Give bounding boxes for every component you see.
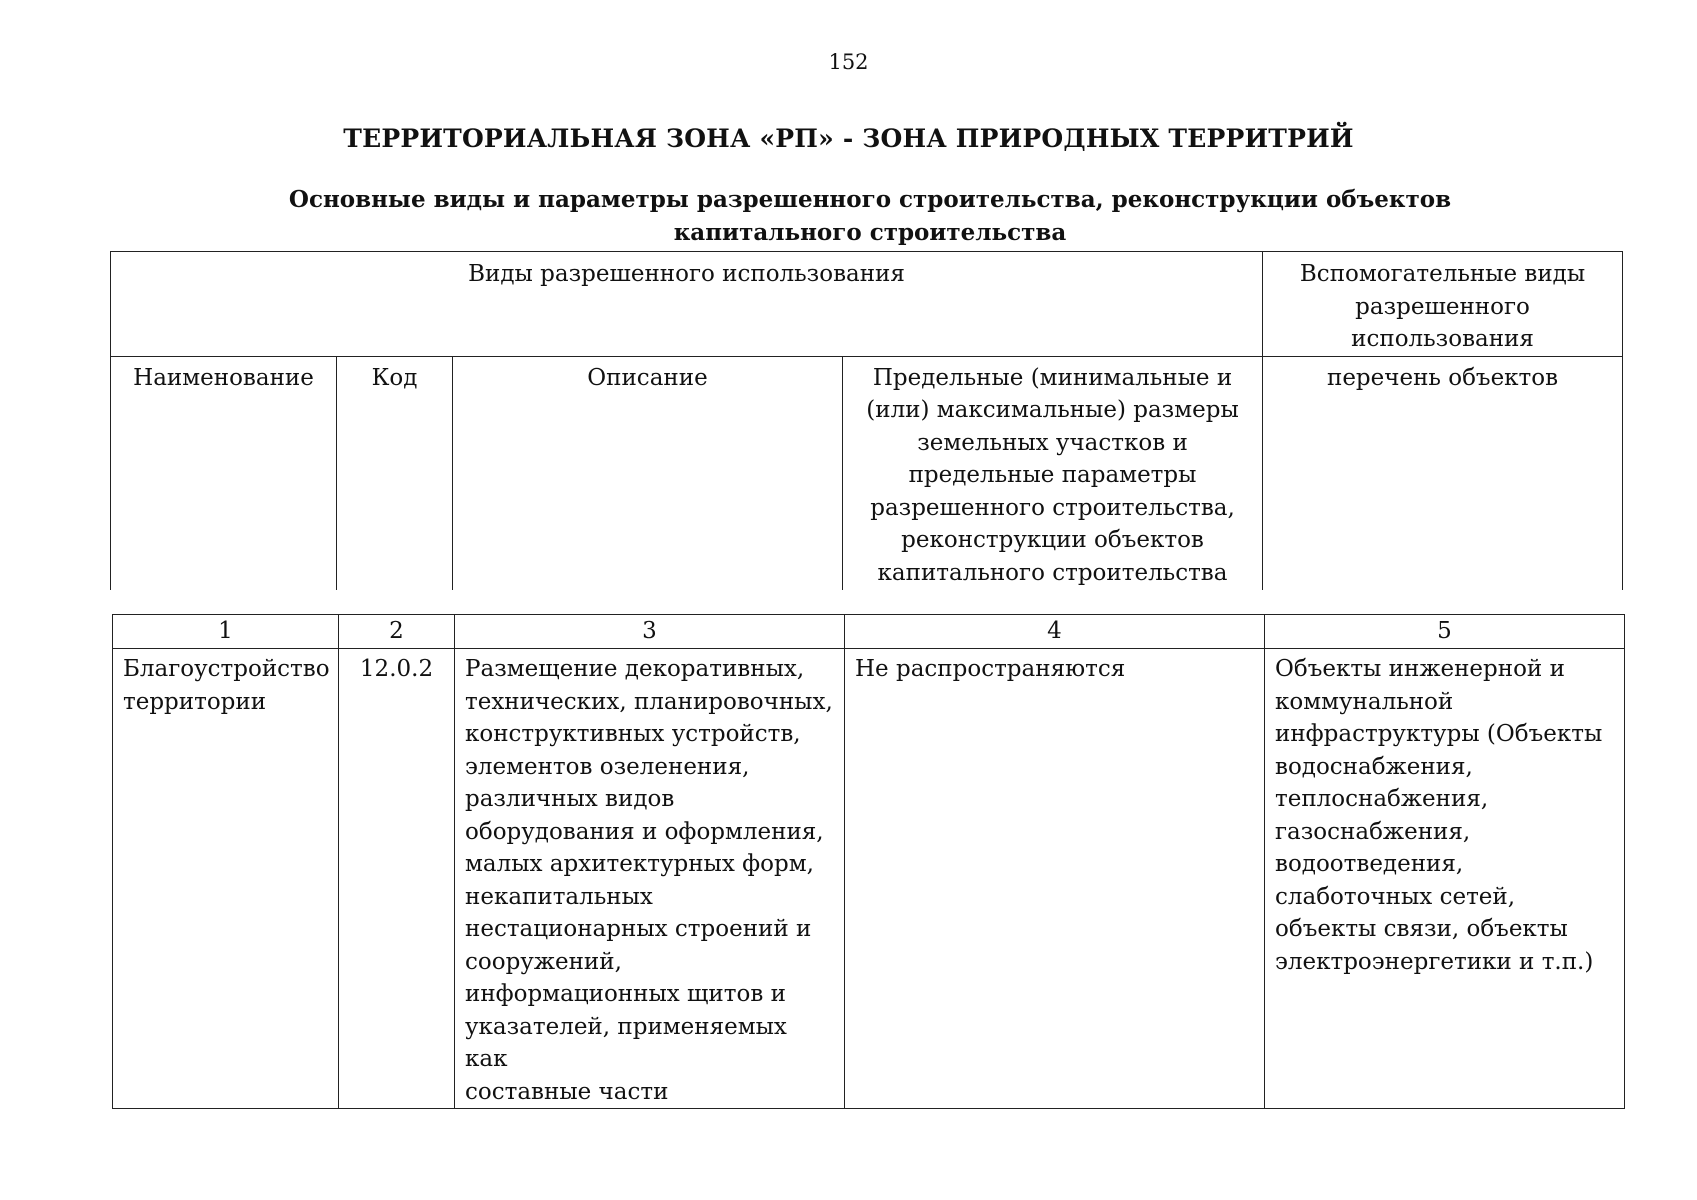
header-col-code: Код	[337, 356, 453, 590]
row-code: 12.0.2	[339, 649, 455, 1109]
header-columns-row	[111, 356, 1623, 590]
header-auxiliary-uses: Вспомогательные виды разрешенного использования	[1263, 252, 1623, 357]
column-number: 4	[845, 615, 1265, 649]
column-number: 5	[1265, 615, 1625, 649]
column-number: 1	[113, 615, 339, 649]
header-group-row	[111, 252, 1623, 357]
header-col-limits: Предельные (минимальные и (или) максимальные) размеры земельных участков и предельные параметры разрешенного строительства, реконструкции объектов капитального строительства	[843, 356, 1263, 590]
row-objects: Объекты инженерной и коммунальной инфраструктуры (Объекты водоснабжения, теплоснабжения, газоснабжения, водоотведения, слаботочных сетей, объекты связи, объекты электроэнергетики и т.п.)	[1265, 649, 1625, 1109]
row-limits: Не распространяются	[845, 649, 1265, 1109]
row-name: Благоустройство территории	[113, 649, 339, 1109]
header-group-permitted-uses: Виды разрешенного использования	[111, 252, 1263, 357]
header-table	[110, 251, 1623, 590]
section-subtitle: Основные виды и параметры разрешенного строительства, реконструкции объектов капитального строительства	[288, 186, 1452, 246]
row-description: Размещение декоративных, технических, планировочных, конструктивных устройств, элементов озеленения, различных видов оборудования и оформления, малых архитектурных форм, некапитальных нестационарных строений и сооружений, информационных щитов и указателей, применяемых как составные части	[455, 649, 845, 1109]
page-number: 152	[828, 50, 869, 74]
header-col-objects: перечень объектов	[1263, 356, 1623, 590]
table-row	[113, 649, 1625, 1109]
header-col-name: Наименование	[111, 356, 337, 590]
column-number-row	[113, 615, 1625, 649]
header-col-description: Описание	[453, 356, 843, 590]
body-table	[112, 614, 1625, 1109]
column-number: 2	[339, 615, 455, 649]
column-number: 3	[455, 615, 845, 649]
page-title: ТЕРРИТОРИАЛЬНАЯ ЗОНА «РП» - ЗОНА ПРИРОДНЫХ ТЕРРИТРИЙ	[343, 124, 1354, 153]
